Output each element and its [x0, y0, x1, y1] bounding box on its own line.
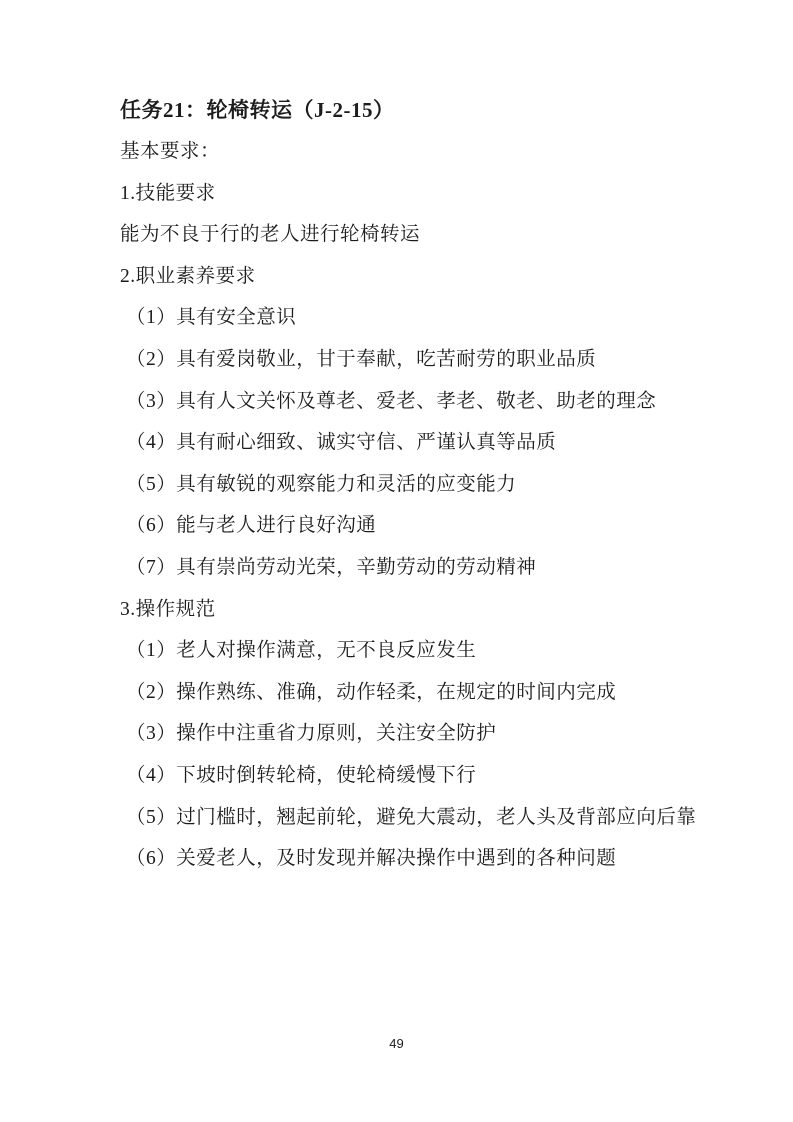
section-3-item: （5）过门槛时，翘起前轮，避免大震动，老人头及背部应向后靠	[126, 806, 697, 828]
page-number: 49	[389, 1036, 404, 1051]
document-content	[120, 89, 730, 880]
section-2-item: （5）具有敏锐的观察能力和灵活的应变能力	[126, 473, 517, 495]
basic-requirements-label: 基本要求：	[120, 141, 221, 162]
section-3-item: （1）老人对操作满意，无不良反应发生	[126, 640, 477, 662]
section-2-item: （6）能与老人进行良好沟通	[126, 515, 377, 537]
section-3-heading: 3.操作规范	[120, 598, 216, 620]
section-3-item: （3）操作中注重省力原则，关注安全防护	[126, 723, 497, 745]
section-3-item: （4）下坡时倒转轮椅，使轮椅缓慢下行	[126, 764, 477, 786]
section-1-heading: 1.技能要求	[120, 182, 216, 204]
section-2-item: （7）具有崇尚劳动光荣，辛勤劳动的劳动精神	[126, 556, 537, 578]
section-1-item: 能为不良于行的老人进行轮椅转运	[120, 224, 421, 246]
section-2-item: （1）具有安全意识	[126, 307, 297, 329]
section-2-heading: 2.职业素养要求	[120, 265, 256, 287]
section-3-item: （6）关爱老人，及时发现并解决操作中遇到的各种问题	[126, 848, 617, 870]
section-3-item: （2）操作熟练、准确，动作轻柔，在规定的时间内完成	[126, 681, 617, 703]
section-2-item: （2）具有爱岗敬业，甘于奉献，吃苦耐劳的职业品质	[126, 348, 597, 370]
document-title: 任务21：轮椅转运（J-2-15）	[120, 98, 395, 122]
section-2-item: （3）具有人文关怀及尊老、爱老、孝老、敬老、助老的理念	[126, 390, 657, 412]
section-2-item: （4）具有耐心细致、诚实守信、严谨认真等品质	[126, 432, 557, 454]
